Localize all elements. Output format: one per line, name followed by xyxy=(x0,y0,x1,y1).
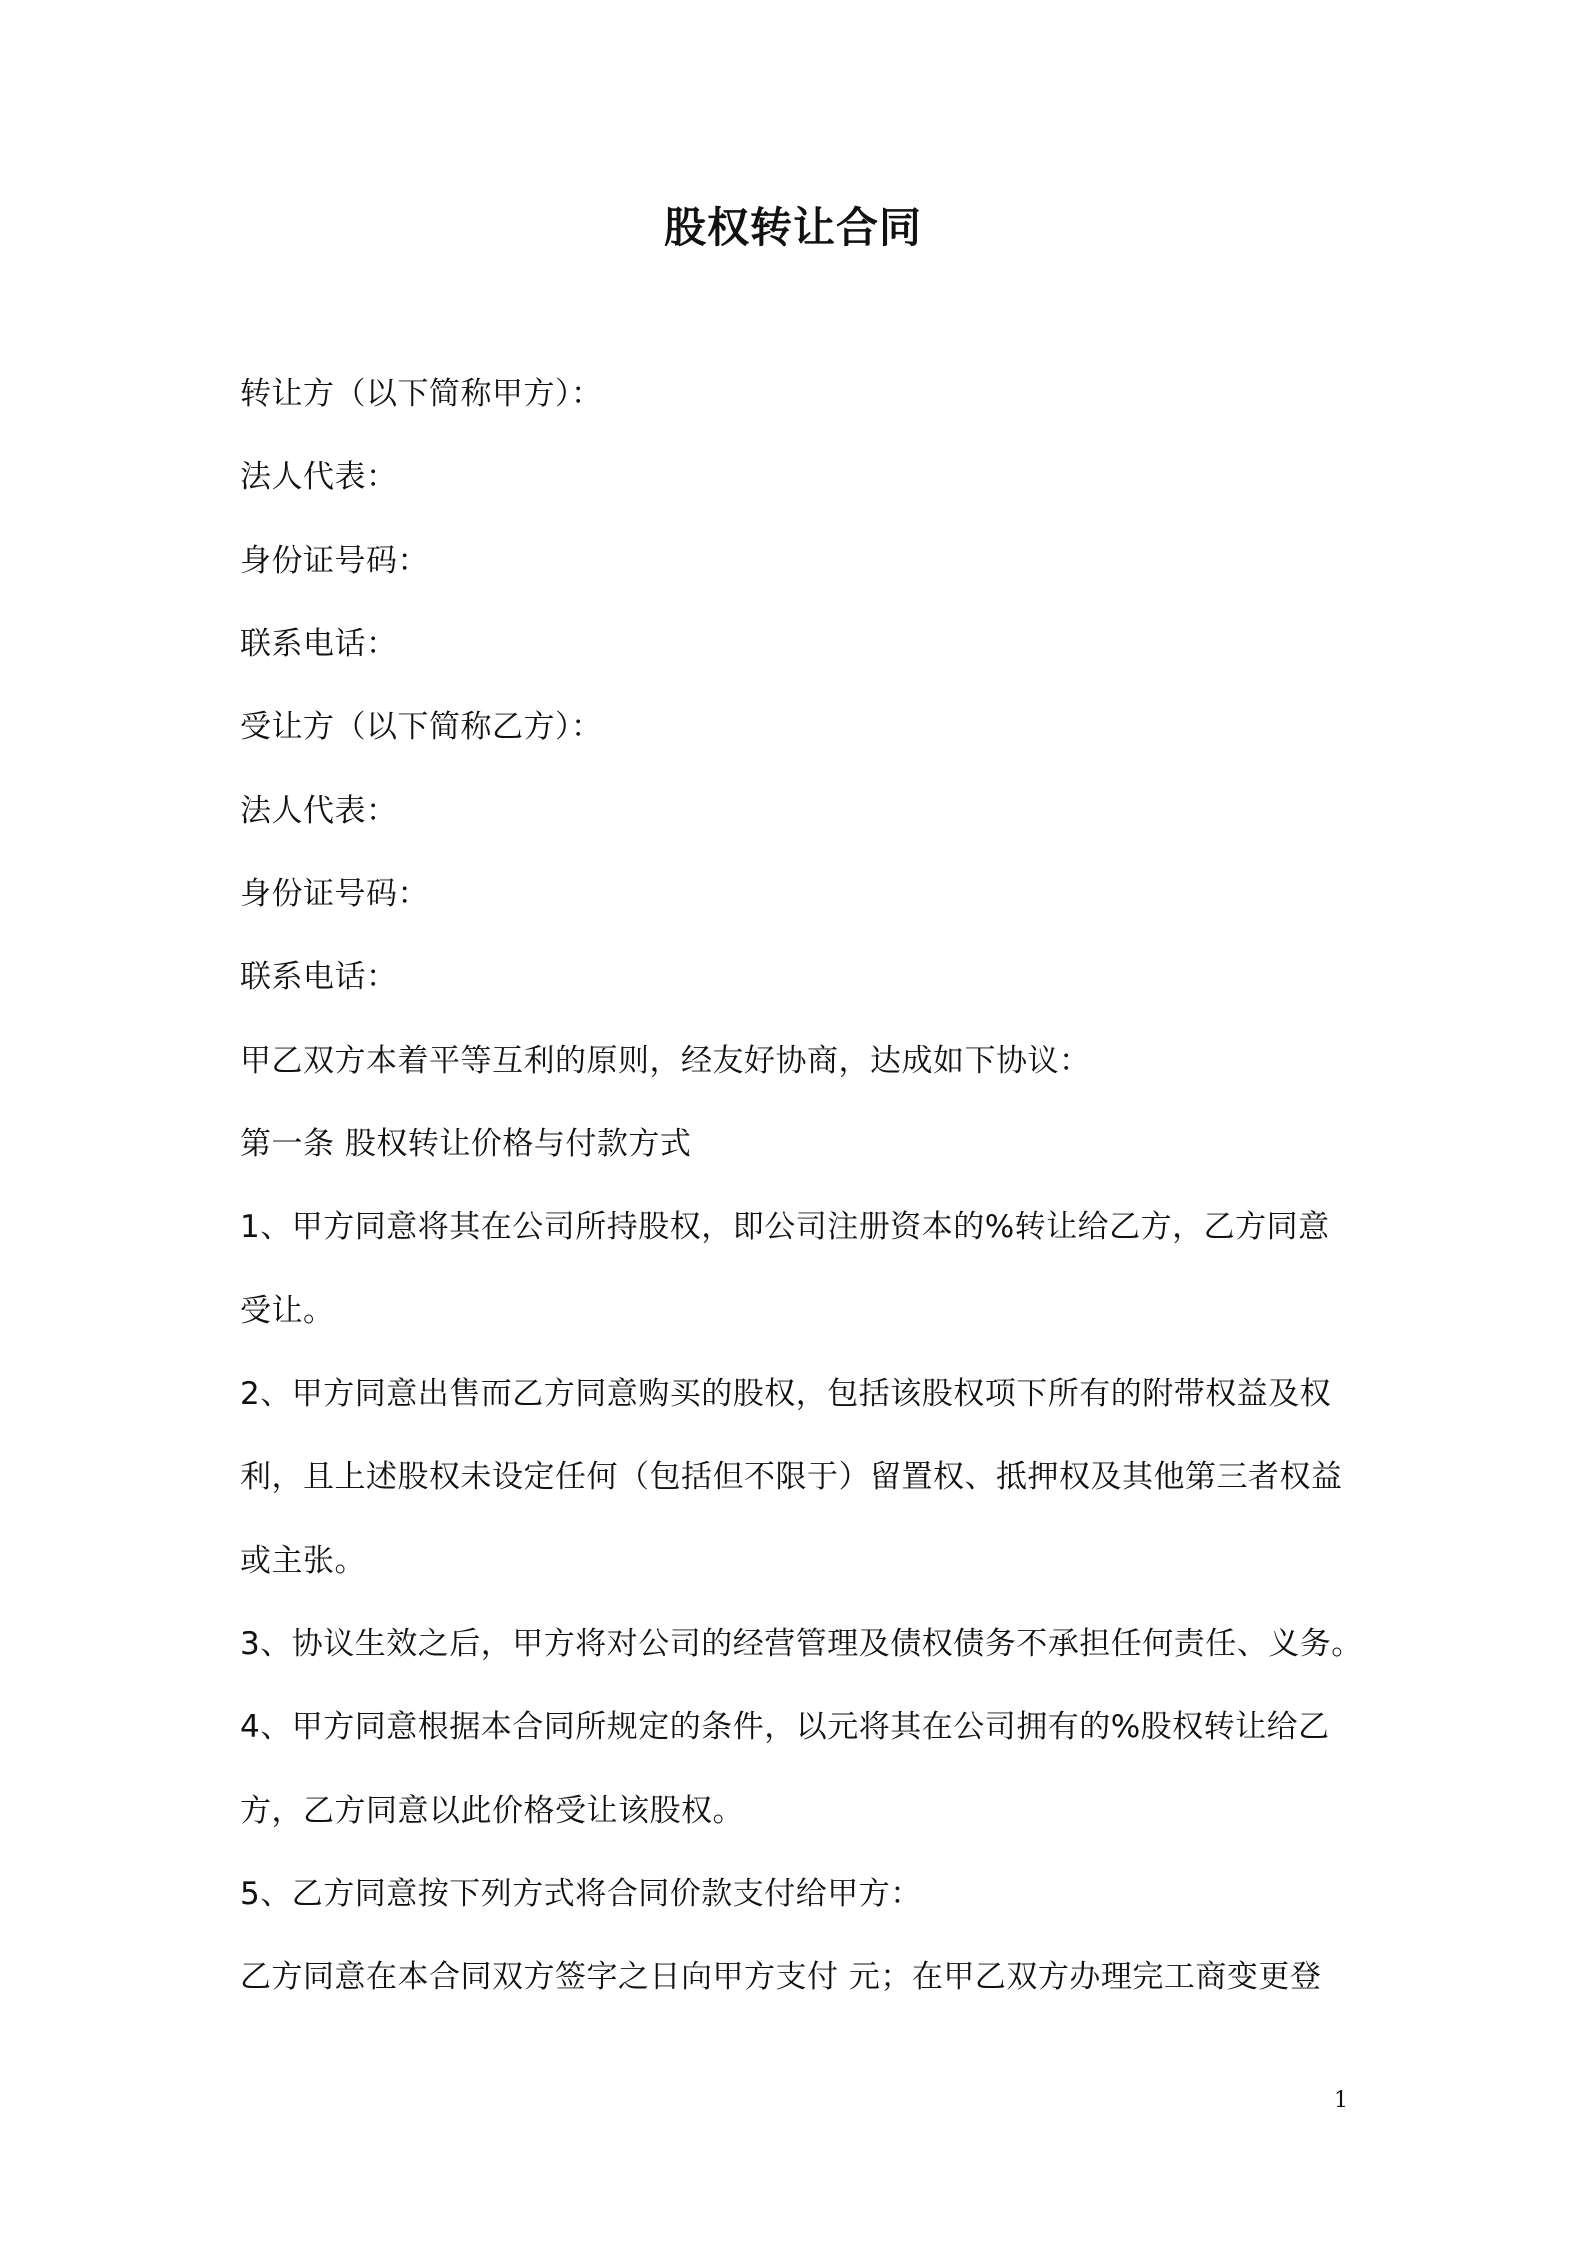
transferee-line: 受让方（以下简称乙方）： xyxy=(240,709,603,745)
transferee-legal-representative-line: 法人代表： xyxy=(240,793,398,829)
clause-2-line-2: 利，且上述股权未设定任何（包括但不限于）留置权、抵押权及其他第三者权益 xyxy=(240,1459,1343,1495)
clause-1-line-2: 受让。 xyxy=(240,1293,335,1329)
article-one-heading: 第一条 股权转让价格与付款方式 xyxy=(240,1126,692,1162)
clause-2-line-3: 或主张。 xyxy=(240,1543,366,1579)
clause-1-line-1: 1、甲方同意将其在公司所持股权，即公司注册资本的%转让给乙方，乙方同意 xyxy=(240,1209,1330,1245)
page-number: 1 xyxy=(1334,2088,1348,2113)
clause-4-line-2: 方，乙方同意以此价格受让该股权。 xyxy=(240,1793,744,1829)
transferee-id-number-line: 身份证号码： xyxy=(240,876,429,912)
clause-5-line-1: 5、乙方同意按下列方式将合同价款支付给甲方： xyxy=(240,1876,922,1912)
transferor-id-number-line: 身份证号码： xyxy=(240,543,429,579)
agreement-intro-line: 甲乙双方本着平等互利的原则，经友好协商，达成如下协议： xyxy=(240,1043,1091,1079)
clause-3-line-1: 3、协议生效之后，甲方将对公司的经营管理及债权债务不承担任何责任、义务。 xyxy=(240,1626,1363,1662)
clause-4-line-1: 4、甲方同意根据本合同所规定的条件，以元将其在公司拥有的%股权转让给乙 xyxy=(240,1709,1330,1745)
transferee-phone-line: 联系电话： xyxy=(240,959,398,995)
document-title: 股权转让合同 xyxy=(663,203,922,252)
transferor-phone-line: 联系电话： xyxy=(240,626,398,662)
transferor-legal-representative-line: 法人代表： xyxy=(240,459,398,495)
payment-terms-line-1: 乙方同意在本合同双方签字之日向甲方支付 元；在甲乙双方办理完工商变更登 xyxy=(240,1959,1322,1995)
clause-2-line-1: 2、甲方同意出售而乙方同意购买的股权，包括该股权项下所有的附带权益及权 xyxy=(240,1376,1332,1412)
transferor-line: 转让方（以下简称甲方）： xyxy=(240,376,603,412)
